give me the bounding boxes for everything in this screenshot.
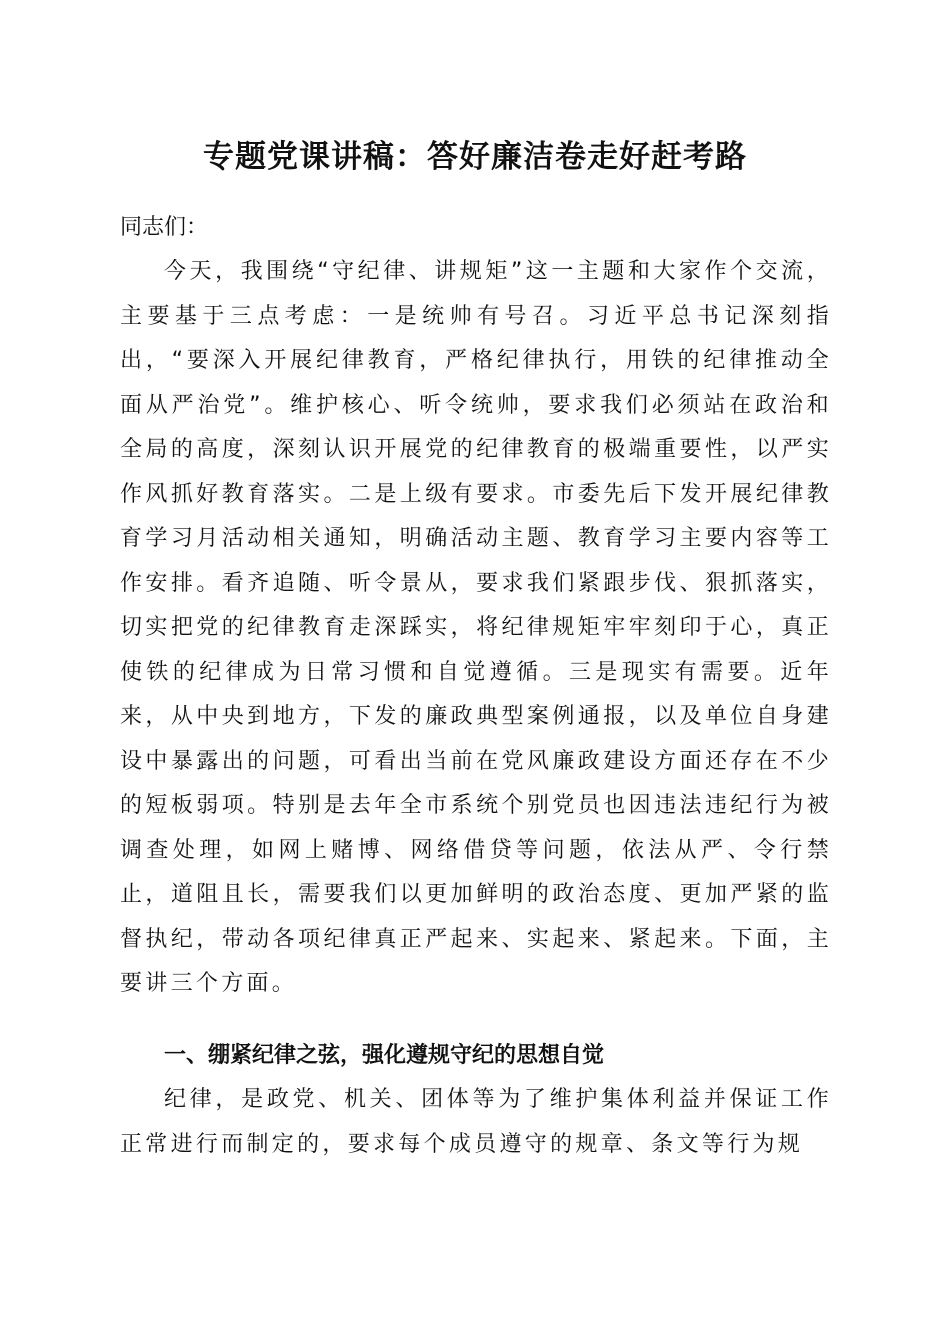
document-title: 专题党课讲稿：答好廉洁卷走好赶考路	[203, 139, 747, 175]
section-body	[120, 1078, 832, 1167]
intro-section	[120, 250, 832, 1007]
section-heading: 一、绷紧纪律之弦，强化遵规守纪的思想自觉	[164, 1043, 605, 1068]
intro-paragraph: 今天，我围绕“守纪律、讲规矩”这一主题和大家作个交流，主要基于三点考虑：一是统帅有号召。习近平总书记深刻指出，“要深入开展纪律教育，严格纪律执行，用铁的纪律推动全面从严治党”。维护核心、听令统帅，要求我们必须站在政治和全局的高度，深刻认识开展党的纪律教育的极端重要性，以严实作风抓好教育落实。二是上级有要求。市委先后下发开展纪律教育学习月活动相关通知，明确活动主题、教育学习主要内容等工作安排。看齐追随、听令景从，要求我们紧跟步伐、狠抓落实，切实把党的纪律教育走深踩实，将纪律规矩牢牢刻印于心，真正使铁的纪律成为日常习惯和自觉遵循。三是现实有需要。近年来，从中央到地方，下发的廉政典型案例通报，以及单位自身建设中暴露出的问题，可看出当前在党风廉政建设方面还存在不少的短板弱项。特别是去年全市系统个别党员也因违法违纪行为被调查处理，如网上赌博、网络借贷等问题，依法从严、令行禁止，道阻且长，需要我们以更加鲜明的政治态度、更加严紧的监督执纪，带动各项纪律真正严起来、实起来、紧起来。下面，主要讲三个方面。	[120, 259, 832, 996]
salutation: 同志们：	[120, 215, 209, 240]
section-paragraph: 纪律，是政党、机关、团体等为了维护集体利益并保证工作正常进行而制定的，要求每个成员遵守的规章、条文等行为规	[120, 1087, 832, 1157]
